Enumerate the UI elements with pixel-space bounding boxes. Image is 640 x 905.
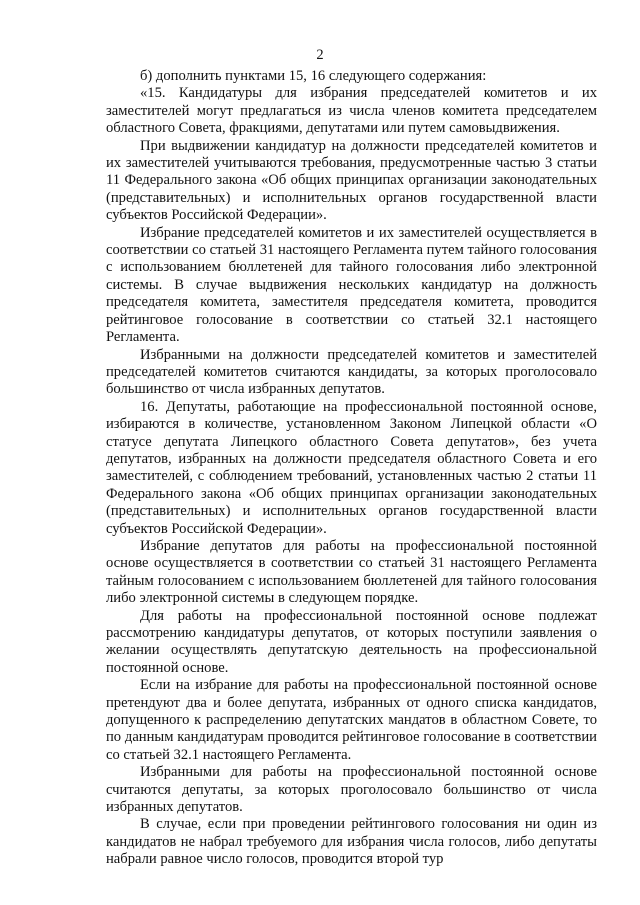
paragraph: Если на избрание для работы на профессиональной постоянной основе претендуют два и более депутата, избранных от одного списка кандидатов, допущенного к распределению депутатских мандатов в областном Совете, то по данным кандидатурам проводится рейтинговое голосование в соответствии со статьей 32.1 настоящего Регламента. — [106, 677, 597, 763]
paragraph: Избрание председателей комитетов и их заместителей осуществляется в соответствии со статьей 31 настоящего Регламента путем тайного голосования с использованием бюллетеней для тайного голосования либо электронной системы. В случае выдвижения нескольких кандидатур на должность председателя комитета, заместителя председателя комитета, проводится рейтинговое голосование в соответствии со статьей 32.1 настоящего Регламента. — [106, 224, 597, 346]
paragraph: Избрание депутатов для работы на профессиональной постоянной основе осуществляется в соответствии со статьей 31 настоящего Регламента тайным голосованием с использованием бюллетеней для тайного голосования либо электронной системы в следующем порядке. — [106, 537, 597, 607]
page-number: 2 — [316, 47, 324, 63]
paragraph: Избранными для работы на профессиональной постоянной основе считаются депутаты, за которых проголосовало большинство от числа избранных депутатов. — [106, 764, 597, 816]
document-body — [106, 68, 597, 869]
paragraph-continued: В случае, если при проведении рейтингового голосования ни один из кандидатов не набрал требуемого для избрания числа голосов, либо депутаты набрали равное число голосов, проводится второй тур — [106, 816, 597, 868]
paragraph: Избранными на должности председателей комитетов и заместителей председателей комитетов считаются кандидаты, за которых проголосовало большинство от числа избранных депутатов. — [106, 346, 597, 398]
paragraph: При выдвижении кандидатур на должности председателей комитетов и их заместителей учитываются требования, предусмотренные частью 3 статьи 11 Федерального закона «Об общих принципах организации законодательных (представительных) и исполнительных органов государственной власти субъектов Российской Федерации». — [106, 137, 597, 224]
paragraph: Для работы на профессиональной постоянной основе подлежат рассмотрению кандидатуры депутатов, от которых поступили заявления о желании осуществлять депутатскую деятельность на профессиональной постоянной основе. — [106, 607, 597, 676]
paragraph-item-16: 16. Депутаты, работающие на профессиональной постоянной основе, избираются в количестве, установленном Законом Липецкой области «О статусе депутата Липецкого областного Совета депутатов», без учета депутатов, избранных на должности председателя областного Совета и его заместителей, с соблюдением требований, установленных частью 2 статьи 11 Федерального закона «Об общих принципах организации законодательных (представительных) и исполнительных органов государственной власти субъектов Российской Федерации». — [106, 398, 597, 537]
paragraph-item-15: «15. Кандидатуры для избрания председателей комитетов и их заместителей могут предлагаться из числа членов комитета председателем областного Совета, фракциями, депутатами или путем самовыдвижения. — [106, 85, 597, 137]
paragraph-intro: б) дополнить пунктами 15, 16 следующего содержания: — [140, 68, 487, 84]
